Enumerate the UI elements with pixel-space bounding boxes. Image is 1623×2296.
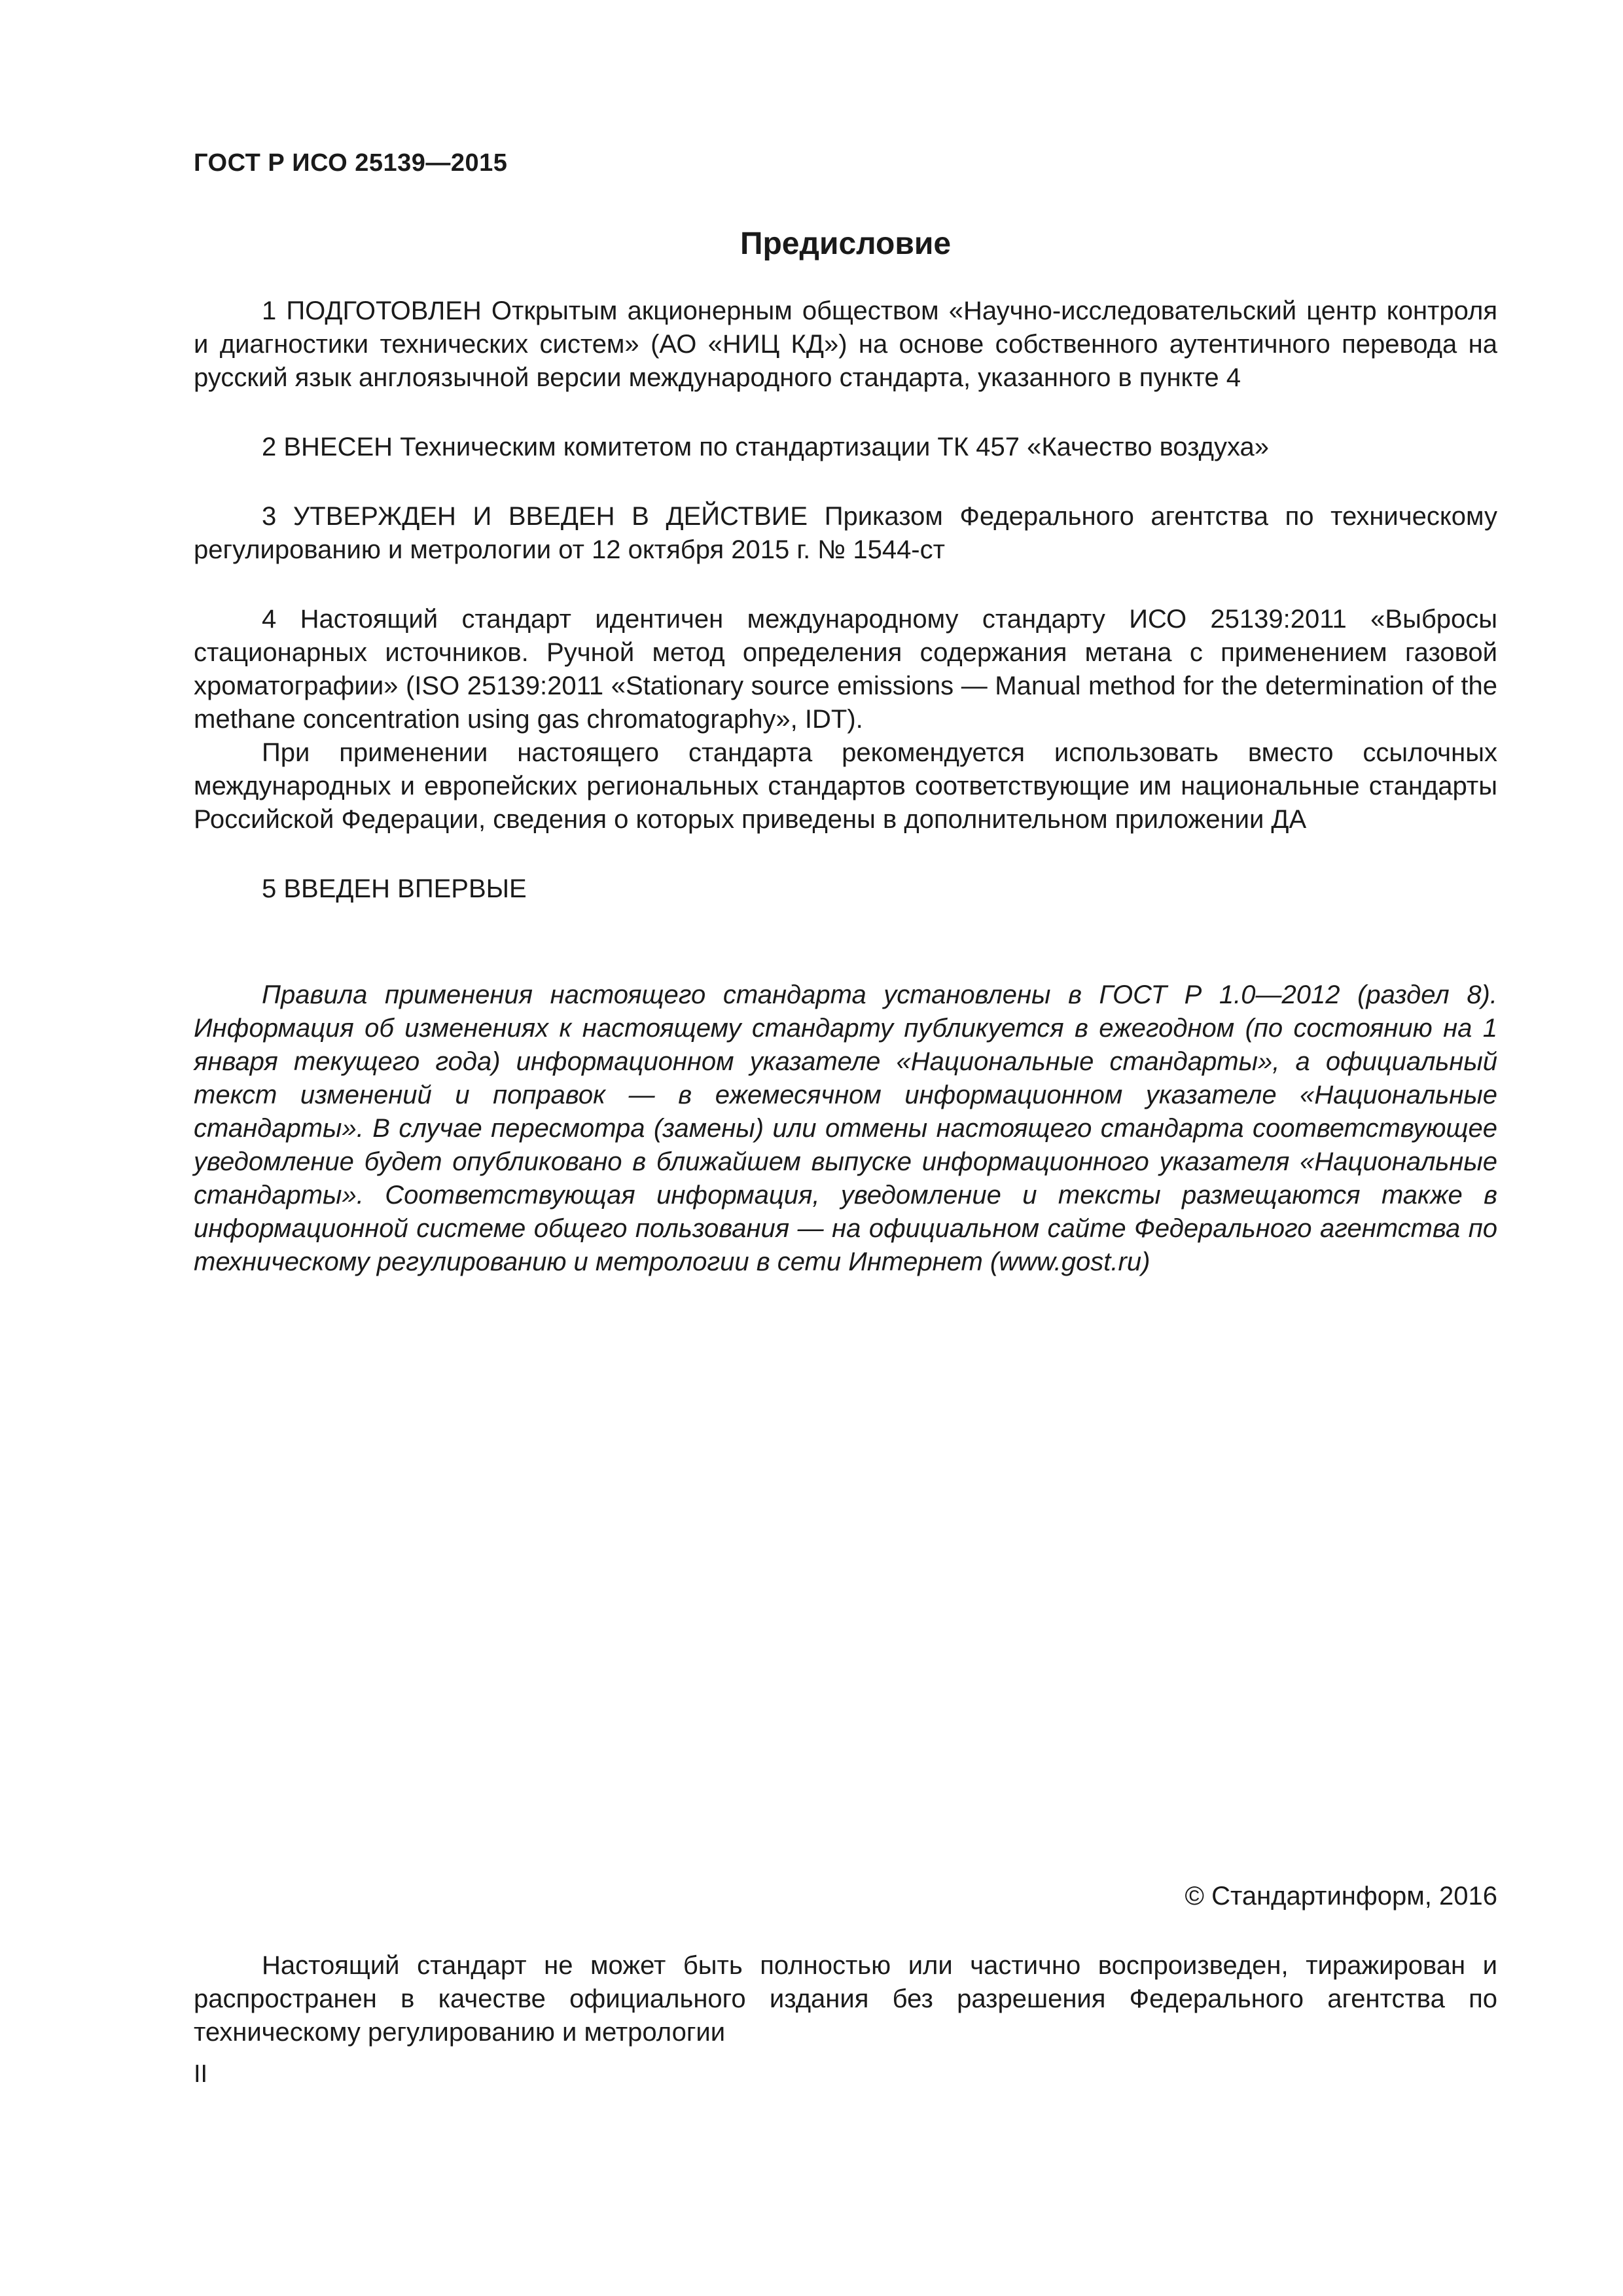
item-identical: 4 Настоящий стандарт идентичен международному стандарту ИСО 25139:2011 «Выбросы стационарных источников. Ручной метод определения содержания метана с применением газовой хроматографии» (ISO 25139:2011 «Stationary source emissions — Manual method for the determination of the methane concentration using gas chromatography», IDT). bbox=[194, 605, 1497, 734]
application-rules-notice bbox=[194, 978, 1497, 1279]
item-prepared: 1 ПОДГОТОВЛЕН Открытым акционерным обществом «Научно-исследовательский центр контроля и диагностики технических систем» (АО «НИЦ КД») на основе собственного аутентичного перевода на русский язык англоязычной версии международного стандарта, указанного в пункте 4 bbox=[194, 296, 1497, 392]
legal-text: Настоящий стандарт не может быть полностью или частично воспроизведен, тиражирован и распространен в качестве официального издания без разрешения Федерального агентства по техническому регулированию и метрологии bbox=[194, 1951, 1497, 2047]
copyright-line: © Стандартинформ, 2016 bbox=[1185, 1882, 1497, 1910]
standard-designation: ГОСТ Р ИСО 25139—2015 bbox=[194, 149, 508, 177]
item-first-introduced: 5 ВВЕДЕН ВПЕРВЫЕ bbox=[262, 874, 527, 903]
item-approved: 3 УТВЕРЖДЕН И ВВЕДЕН В ДЕЙСТВИЕ Приказом Федерального агентства по техническому регулированию и метрологии от 12 октября 2015 г. № 1544-ст bbox=[194, 502, 1497, 564]
foreword-body bbox=[194, 295, 1497, 906]
page-title: Предисловие bbox=[740, 226, 952, 261]
item-recommendation: При применении настоящего стандарта рекомендуется использовать вместо ссылочных международных и европейских региональных стандартов соответствующие им национальные стандарты Российской Федерации, сведения о которых приведены в дополнительном приложении ДА bbox=[194, 738, 1497, 834]
page-number: II bbox=[194, 2060, 208, 2088]
item-introduced: 2 ВНЕСЕН Техническим комитетом по стандартизации ТК 457 «Качество воздуха» bbox=[262, 433, 1270, 461]
reproduction-notice bbox=[194, 1949, 1497, 2049]
notice-text: Правила применения настоящего стандарта установлены в ГОСТ Р 1.0—2012 (раздел 8). Информация об изменениях к настоящему стандарту публикуется в ежегодном (по состоянию на 1 января текущего года) информационном указателе «Национальные стандарты», а официальный текст изменений и поправок — в ежемесячном информационном указателе «Национальные стандарты». В случае пересмотра (замены) или отмены настоящего стандарта соответствующее уведомление будет опубликовано в ближайшем выпуске информационного указателя «Национальные стандарты». Соответствующая информация, уведомление и тексты размещаются также в информационной системе общего пользования — на официальном сайте Федерального агентства по техническому регулированию и метрологии в сети Интернет (www.gost.ru) bbox=[194, 980, 1497, 1276]
